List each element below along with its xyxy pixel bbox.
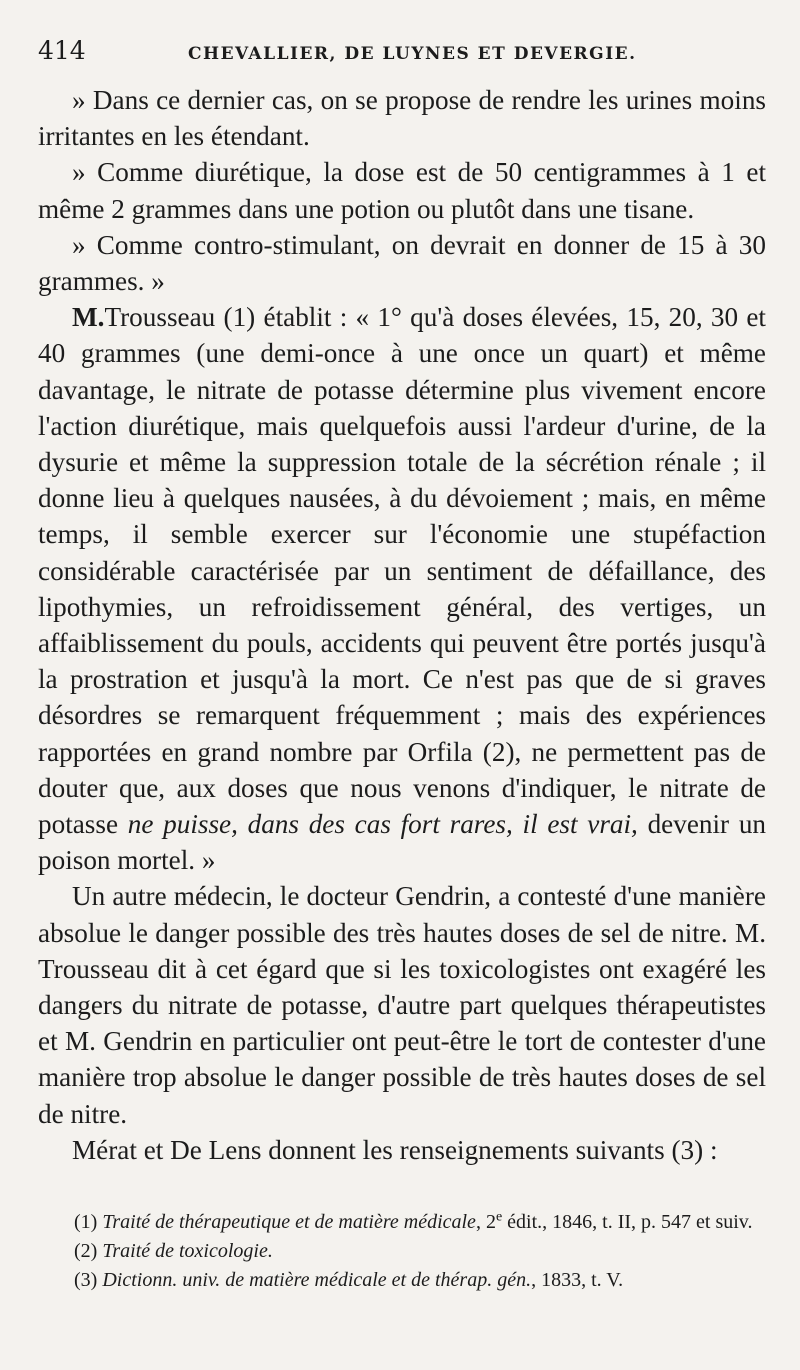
paragraph-5: Un autre médecin, le docteur Gendrin, a contesté d'une manière absolue le danger possible des très hautes doses de sel de nitre. M. Trousseau dit à cet égard que si les toxicologistes ont exagéré les dangers du nitrate de potasse, d'autre part quelques thérapeutistes et M. Gendrin en particulier ont peut-être le tort de contester d'une manière trop absolue le danger possible de très hautes doses de sel de nitre. [38,881,766,1129]
footnote-edition-sup: e [495,1209,503,1225]
page-number: 414 [38,36,86,65]
footnote-title: Dictionn. univ. de matière médicale et de thérap. gén. [102,1269,532,1291]
paragraph-6: Mérat et De Lens donnent les renseignements suivants (3) : [72,1134,718,1165]
footnote-number: (1) [74,1211,98,1233]
paragraph-4-italic: ne puisse, dans des cas fort rares, il est vrai, [127,809,638,840]
footnote-rest: , 1833, t. V. [531,1269,624,1291]
footnotes [38,1208,766,1295]
paragraph-1: » Dans ce dernier cas, on se propose de rendre les urines moins irritantes en les étendant. [38,85,766,152]
running-head [38,36,766,82]
paragraph-4-text: Trousseau (1) établit : « 1° qu'à doses élevées, 15, 20, 30 et 40 grammes (une demi-once à une once un quart) et même davantage, le nitrate de potasse détermine plus vivement encore l'action diurétique, mais quelquefois aussi l'ardeur d'urine, de la dysurie et même la suppression totale de la sécrétion rénale ; il donne lieu à quelques nausées, à du dévoiement ; mais, en même temps, il semble exercer sur l'économie une stupéfaction considérable caractérisée par un sentiment de défaillance, des lipothymies, un refroidissement général, des vertiges, un affaiblissement du pouls, accidents qui peuvent être portés jusqu'à la prostration et jusqu'à la mort. Ce n'est pas que de si graves désordres se remarquent fréquemment ; mais des expériences rapportées en grand nombre par Orfila (2), ne permettent pas de douter que, aux doses que nous venons d'indiquer, le nitrate de potasse [38,302,766,840]
footnote-2 [38,1237,766,1266]
body-text [38,82,766,1168]
author-abbrev: M. [72,302,105,333]
footnote-title: Traité de toxicologie. [102,1240,273,1262]
paragraph-2: » Comme diurétique, la dose est de 50 centigrammes à 1 et même 2 grammes dans une potion ou plutôt dans une tisane. [38,157,766,224]
footnote-1 [38,1208,766,1237]
paragraph-4-end: devenir un poison mortel. » [38,809,767,876]
footnote-rest: édit., 1846, t. II, p. 547 et suiv. [502,1211,753,1233]
footnote-3 [38,1266,766,1295]
running-head-title: CHEVALLIER, DE LUYNES ET DEVERGIE. [188,44,637,64]
paragraph-4 [38,299,766,878]
footnote-number: (2) [74,1240,98,1262]
paragraph-3: » Comme contro-stimulant, on devrait en donner de 15 à 30 grammes. » [38,229,766,297]
footnote-number: (3) [74,1269,98,1291]
footnote-title: Traité de thérapeutique et de matière médicale [102,1211,476,1233]
footnote-edition: , 2 [475,1211,496,1233]
